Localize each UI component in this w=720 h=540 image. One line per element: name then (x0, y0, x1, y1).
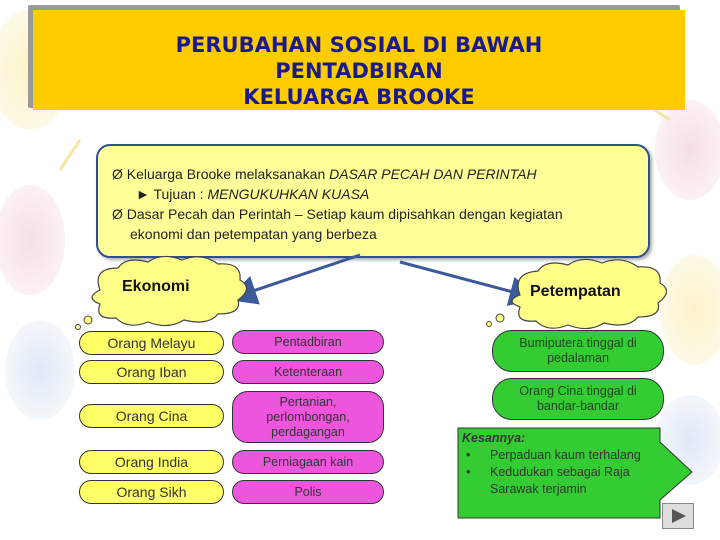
kesannya-item-2: • Kedudukan sebagai Raja Sarawak terjamin (462, 464, 662, 498)
job-pertanian: Pertanian, perlombongan, perdagangan (232, 391, 384, 443)
kesannya-item-1: • Perpaduan kaum terhalang (462, 447, 662, 464)
arrow-bullet-icon: Ø (112, 166, 123, 182)
arrow-to-ekonomi (238, 255, 360, 296)
job-pentadbiran: Pentadbiran (232, 330, 384, 354)
arrow-to-petempatan (400, 262, 528, 296)
race-sikh: Orang Sikh (79, 480, 224, 504)
race-cina: Orang Cina (79, 404, 224, 428)
info-line-1: Ø Keluarga Brooke melaksanakan DASAR PECAH DAN PERINTAH (112, 166, 537, 182)
job-ketenteraan: Ketenteraan (232, 360, 384, 384)
kesannya-heading: Kesannya: (462, 431, 526, 445)
next-slide-button[interactable] (662, 503, 694, 529)
settlement-bumiputera: Bumiputera tinggal di pedalaman (492, 330, 664, 372)
petempatan-label: Petempatan (530, 283, 621, 300)
play-triangle-icon (663, 504, 693, 528)
info-line-4: ekonomi dan petempatan yang berbeza (130, 226, 377, 242)
title-line-3: KELUARGA BROOKE (243, 85, 475, 109)
job-perniagaan-kain: Perniagaan kain (232, 450, 384, 474)
job-polis: Polis (232, 480, 384, 504)
settlement-cina: Orang Cina tinggal di bandar-bandar (492, 378, 664, 420)
race-india: Orang India (79, 450, 224, 474)
title-line-2: PENTADBIRAN (275, 59, 443, 83)
race-melayu: Orang Melayu (79, 331, 224, 355)
info-line-3: Ø Dasar Pecah dan Perintah – Setiap kaum dipisahkan dengan kegiatan (112, 206, 563, 222)
arrow-bullet-icon: Ø (112, 206, 123, 222)
kesannya-callout (462, 430, 662, 498)
info-line-2: ► Tujuan : MENGUKUHKAN KUASA (136, 186, 370, 202)
title-line-1: PERUBAHAN SOSIAL DI BAWAH (175, 33, 543, 57)
ekonomi-label: Ekonomi (122, 278, 190, 295)
race-iban: Orang Iban (79, 360, 224, 384)
